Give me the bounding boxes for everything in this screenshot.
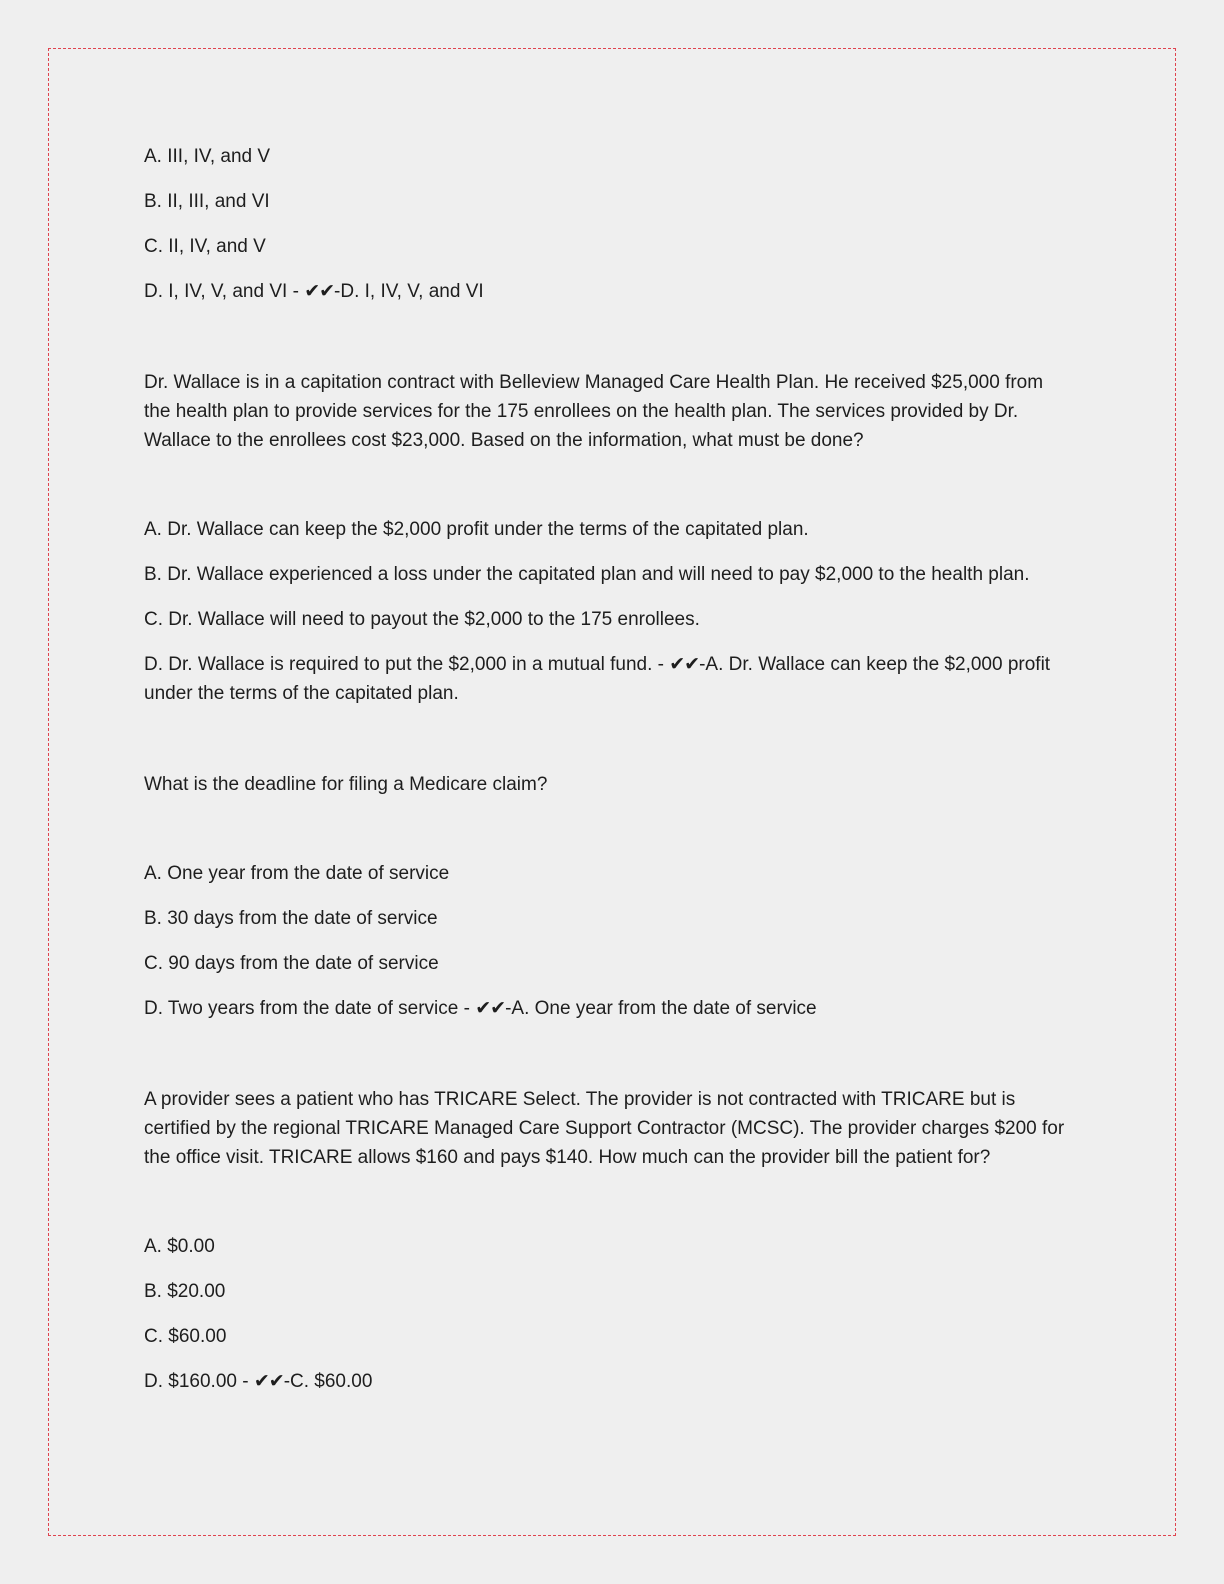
option-d-with-answer — [144, 650, 1074, 708]
option-b: B. $20.00 — [144, 1281, 226, 1302]
option-d-with-answer — [144, 994, 1074, 1023]
option-a: A. Dr. Wallace can keep the $2,000 profit under the terms of the capitated plan. — [144, 519, 809, 540]
question-text: What is the deadline for filing a Medicare claim? — [144, 774, 548, 795]
option-d-with-answer — [144, 277, 1074, 306]
option-d: D. Dr. Wallace is required to put the $2,000 in a mutual fund. - — [144, 654, 670, 675]
option-a: A. $0.00 — [144, 1236, 215, 1257]
option-a: A. One year from the date of service — [144, 863, 450, 884]
answer-text: -D. I, IV, V, and VI — [334, 281, 484, 302]
checkmark-icon: ✔✔ — [475, 997, 506, 1019]
option-b: B. 30 days from the date of service — [144, 908, 438, 929]
option-c: C. II, IV, and V — [144, 236, 266, 257]
option-d: D. I, IV, V, and VI - — [144, 281, 305, 302]
options-list — [144, 1232, 1074, 1396]
options-list — [144, 515, 1074, 708]
option-c: C. Dr. Wallace will need to payout the $2,000 to the 175 enrollees. — [144, 609, 700, 630]
option-a: A. III, IV, and V — [144, 146, 271, 167]
option-d-with-answer — [144, 1367, 1074, 1396]
option-d: D. Two years from the date of service - — [144, 998, 476, 1019]
option-c: C. $60.00 — [144, 1326, 227, 1347]
answer-text: -A. One year from the date of service — [505, 998, 817, 1019]
option-b: B. II, III, and VI — [144, 191, 270, 212]
option-d: D. $160.00 - — [144, 1371, 254, 1392]
options-list — [144, 859, 1074, 1023]
page-content — [144, 142, 1074, 1396]
answer-text: -C. $60.00 — [283, 1371, 373, 1392]
checkmark-icon: ✔✔ — [304, 280, 335, 302]
question-text: A provider sees a patient who has TRICARE Select. The provider is not contracted with TRICARE but is certified by the regional TRICARE Managed Care Support Contractor (MCSC). The provider charges $200 for the office visit. TRICARE allows $160 and pays $140. How much can the provider bill the patient for? — [144, 1089, 1065, 1168]
option-c: C. 90 days from the date of service — [144, 953, 439, 974]
answer-text: -A. Dr. Wallace can keep the $2,000 profit under the terms of the capitated plan. — [144, 654, 1051, 704]
checkmark-icon: ✔✔ — [669, 653, 700, 675]
question-text: Dr. Wallace is in a capitation contract with Belleview Managed Care Health Plan. He received $25,000 from the health plan to provide services for the 175 enrollees on the health plan. The services provided by Dr. Wallace to the enrollees cost $23,000. Based on the information, what must be done? — [144, 372, 1044, 451]
checkmark-icon: ✔✔ — [253, 1370, 284, 1392]
option-b: B. Dr. Wallace experienced a loss under the capitated plan and will need to pay $2,000 to the health plan. — [144, 564, 1030, 585]
